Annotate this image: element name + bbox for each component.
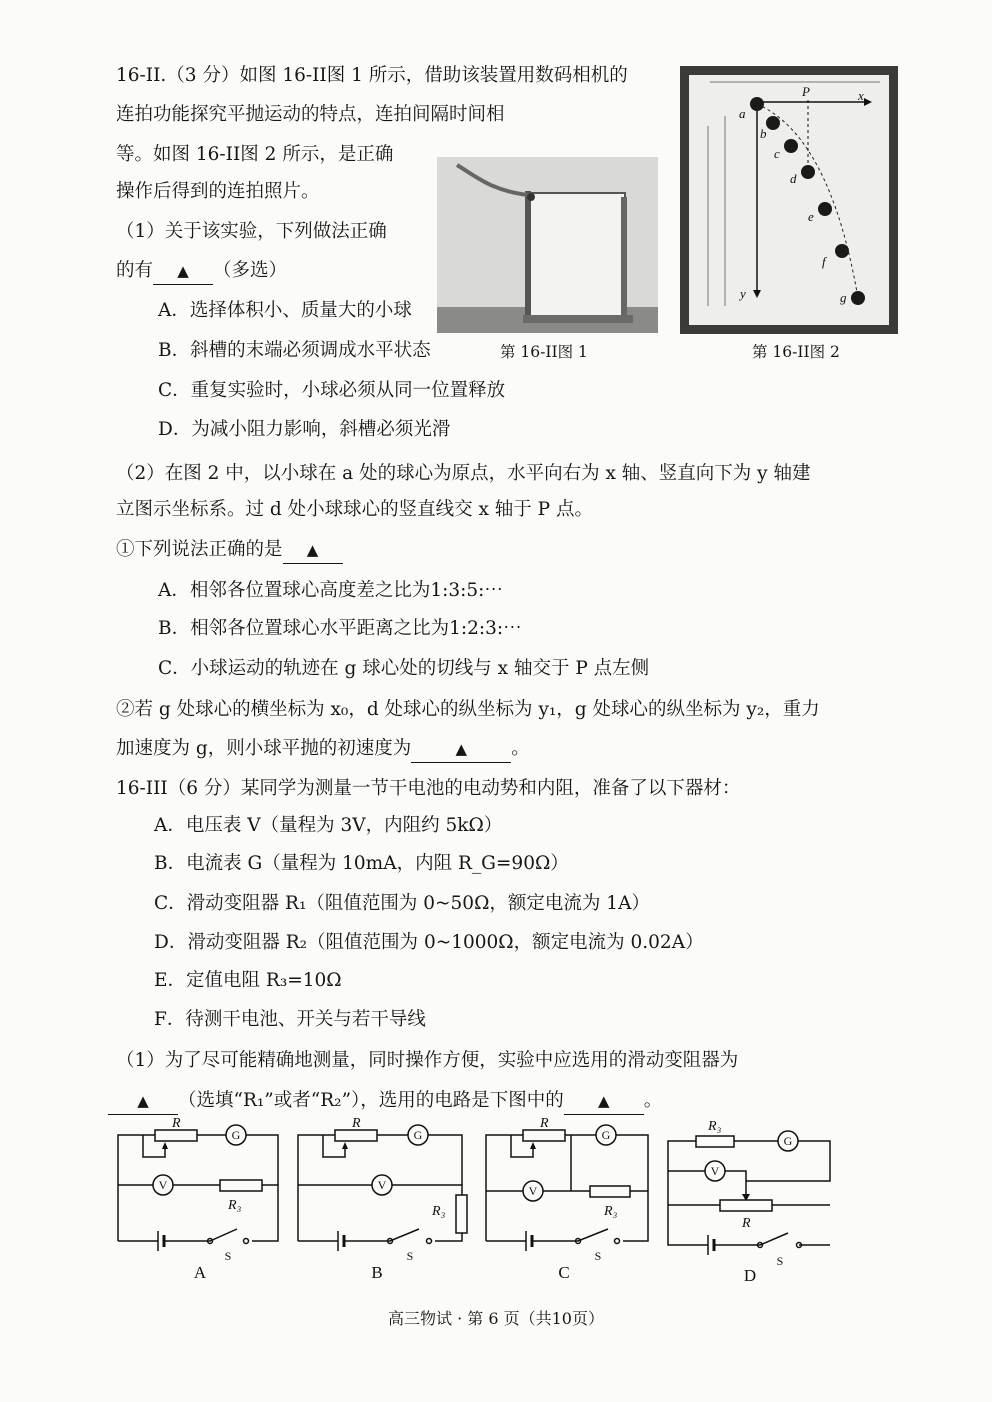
fig2-label-d: d	[790, 171, 797, 186]
fig2-label-c: c	[774, 146, 780, 161]
circuit-a-label: A	[193, 1263, 207, 1282]
q3-1-text: （选填“R₁”或者“R₂”），选用的电路是下图中的	[178, 1090, 564, 1111]
circuit-a-galvanometer: G	[231, 1128, 241, 1142]
fig2-label-f: f	[822, 254, 826, 269]
circuit-d-label: D	[743, 1266, 757, 1285]
circuit-c-galvanometer: G	[601, 1128, 611, 1142]
sub1-option-b: B．相邻各位置球心水平距离之比为1:2:3:⋯	[158, 618, 522, 639]
q1-stem-line2	[116, 258, 287, 285]
question-16-2-intro-line4: 操作后得到的连拍照片。	[116, 181, 320, 202]
equipment-f: F．待测干电池、开关与若干导线	[154, 1009, 426, 1030]
q2-sub2-end: 。	[511, 738, 530, 759]
answer-blank-q2-2[interactable]: ▲	[411, 736, 511, 763]
circuit-d-voltmeter: V	[710, 1164, 720, 1178]
fig2-label-a: a	[739, 106, 746, 121]
circuit-a-switch-label: S	[224, 1249, 232, 1263]
circuit-c-switch-label: S	[594, 1249, 602, 1263]
answer-blank-q2-1[interactable]: ▲	[283, 537, 343, 564]
circuit-diagram-a[interactable]	[110, 1115, 290, 1285]
circuit-b-voltmeter: V	[377, 1178, 387, 1192]
circuit-a-r3-label: R₃	[228, 1198, 242, 1213]
circuit-d-r-label: R	[742, 1216, 751, 1231]
circuit-a-r-label: R	[172, 1116, 181, 1131]
q1-stem-line1: （1）关于该实验，下列做法正确	[116, 221, 387, 242]
circuit-diagram-b[interactable]	[290, 1115, 470, 1285]
equipment-d: D．滑动变阻器 R₂（阻值范围为 0~1000Ω，额定电流为 0.02A）	[154, 932, 704, 953]
circuit-c-label: C	[558, 1263, 570, 1282]
circuit-a-voltmeter: V	[158, 1178, 168, 1192]
equipment-e: E．定值电阻 R₃=10Ω	[154, 970, 342, 991]
figure-2-caption: 第 16-II图 2	[752, 343, 840, 361]
sub1-option-a: A．相邻各位置球心高度差之比为1:3:5:⋯	[158, 580, 503, 601]
question-16-3-title: 16-III（6 分）某同学为测量一节干电池的电动势和内阻，准备了以下器材：	[116, 778, 741, 799]
circuit-d-galvanometer: G	[783, 1134, 793, 1148]
option-a: A．选择体积小、质量大的小球	[158, 300, 412, 321]
equipment-c: C．滑动变阻器 R₁（阻值范围为 0~50Ω，额定电流为 1A）	[154, 893, 650, 914]
fig2-label-p: P	[802, 84, 810, 99]
q1-stem-suffix: （多选）	[213, 260, 288, 281]
q2-sub2-line2	[116, 736, 530, 763]
q2-sub2-line1: ②若 g 处球心的横坐标为 x₀，d 处球心的纵坐标为 y₁，g 处球心的纵坐标为 y₂，重力	[116, 699, 820, 720]
q2-sub1-text: ①下列说法正确的是	[116, 539, 283, 560]
option-d: D．为减小阻力影响，斜槽必须光滑	[158, 419, 451, 440]
figure-1-caption: 第 16-II图 1	[500, 343, 588, 361]
circuit-b-r3-label: R₃	[432, 1204, 446, 1219]
answer-blank-circuit[interactable]: ▲	[564, 1088, 644, 1115]
answer-blank-rheostat[interactable]: ▲	[108, 1088, 178, 1115]
circuit-c-voltmeter: V	[528, 1184, 538, 1198]
answer-blank-q1[interactable]: ▲	[153, 258, 213, 285]
circuit-diagram-d[interactable]	[660, 1115, 840, 1285]
q2-sub1-stem	[116, 537, 343, 564]
q1-stem-prefix: 的有	[116, 260, 154, 281]
fig2-label-g: g	[840, 290, 847, 305]
circuit-b-r-label: R	[352, 1116, 361, 1131]
option-b: B．斜槽的末端必须调成水平状态	[158, 340, 431, 361]
q2-stem-line2: 立图示坐标系。过 d 处小球球心的竖直线交 x 轴于 P 点。	[116, 499, 594, 520]
sub1-option-c: C．小球运动的轨迹在 g 球心处的切线与 x 轴交于 P 点左侧	[158, 658, 650, 679]
option-c: C．重复实验时，小球必须从同一位置释放	[158, 380, 506, 401]
question-16-2-intro-line2: 连拍功能探究平抛运动的特点，连拍间隔时间相	[116, 104, 505, 125]
q2-stem-line1: （2）在图 2 中，以小球在 a 处的球心为原点，水平向右为 x 轴、竖直向下为 y 轴建	[116, 463, 811, 484]
question-16-2-intro-line1: 16-II.（3 分）如图 16-II图 1 所示，借助该装置用数码相机的	[116, 65, 628, 86]
circuit-b-galvanometer: G	[413, 1128, 423, 1142]
equipment-b: B．电流表 G（量程为 10mA，内阻 R_G=90Ω）	[154, 853, 569, 874]
fig2-label-y: y	[740, 286, 746, 301]
fig2-label-e: e	[808, 209, 814, 224]
circuit-diagram-c[interactable]	[478, 1115, 658, 1285]
figure-1-apparatus-photo	[437, 157, 658, 333]
equipment-a: A．电压表 V（量程为 3V，内阻约 5kΩ）	[154, 815, 503, 836]
q2-sub2-text: 加速度为 g，则小球平抛的初速度为	[116, 738, 412, 759]
circuit-b-label: B	[371, 1263, 383, 1282]
circuit-b-switch-label: S	[406, 1249, 414, 1263]
figure-2-strobe-photo	[680, 66, 898, 334]
circuit-c-r-label: R	[540, 1116, 549, 1131]
fig2-label-b: b	[760, 126, 767, 141]
circuit-c-r3-label: R₃	[604, 1204, 618, 1219]
q3-1-stem-line1: （1）为了尽可能精确地测量，同时操作方便，实验中应选用的滑动变阻器为	[116, 1050, 739, 1071]
q3-1-stem-line2	[108, 1088, 662, 1115]
page-footer: 高三物试 · 第 6 页（共10页）	[388, 1309, 604, 1328]
circuit-d-switch-label: S	[776, 1254, 784, 1268]
q3-1-end: 。	[643, 1090, 663, 1111]
circuit-d-r3-label: R₃	[708, 1119, 722, 1134]
fig2-label-x: x	[858, 88, 864, 103]
question-16-2-intro-line3: 等。如图 16-II图 2 所示，是正确	[116, 144, 394, 165]
